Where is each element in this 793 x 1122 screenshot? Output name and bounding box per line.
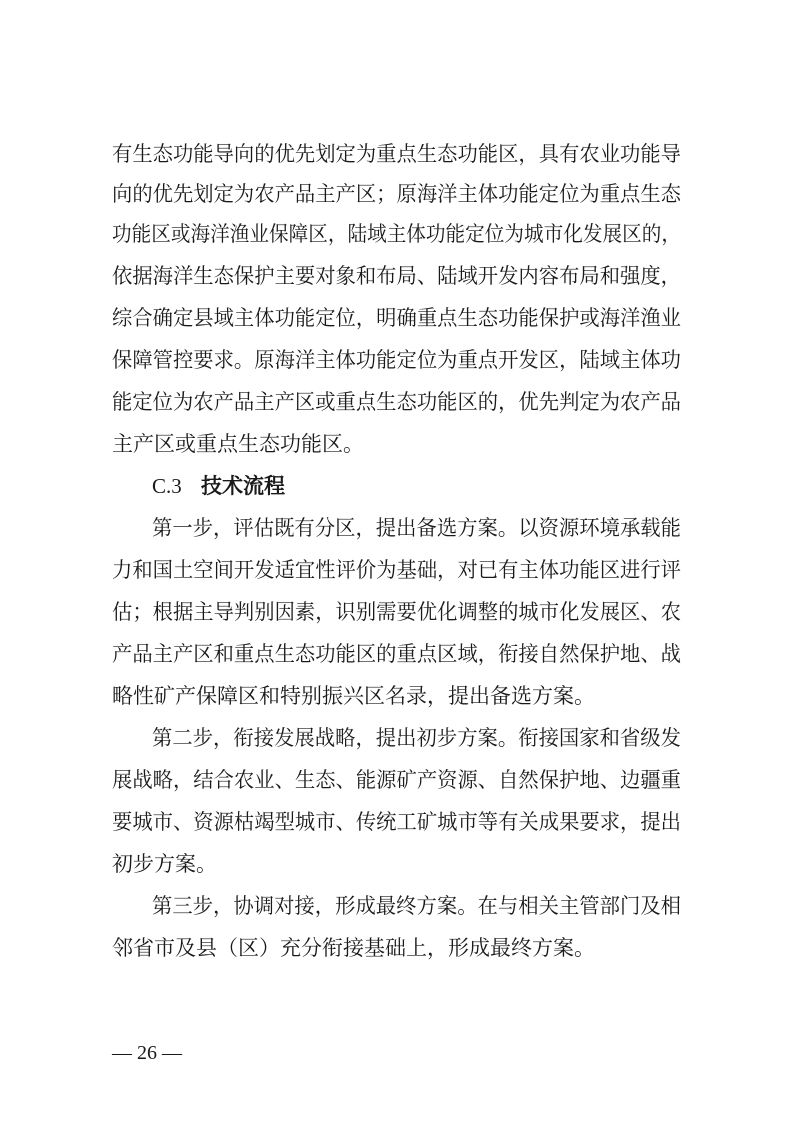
paragraph-line	[0, 510, 793, 546]
text-line: 向的优先划定为农产品主产区；原海洋主体功能定位为重点生态	[112, 182, 681, 206]
text-line: 第二步，衔接发展战略，提出初步方案。衔接国家和省级发	[152, 726, 681, 750]
paragraph-line	[0, 552, 793, 588]
text-line: 第一步，评估既有分区，提出备选方案。以资源环境承载能	[152, 516, 681, 540]
text-line: 依据海洋生态保护主要对象和布局、陆域开发内容布局和强度，	[112, 264, 681, 288]
paragraph-line	[0, 216, 793, 252]
paragraph-line	[0, 888, 793, 924]
text-line: 初步方案。	[112, 852, 217, 876]
text-line: 产品主产区和重点生态功能区的重点区域，衔接自然保护地、战	[112, 642, 681, 666]
paragraph-line	[0, 930, 793, 966]
paragraph-line	[0, 176, 793, 212]
paragraph-line	[0, 136, 793, 172]
paragraph-line	[0, 384, 793, 420]
paragraph-line	[0, 342, 793, 378]
section-number: C.3	[152, 474, 182, 498]
paragraph-line	[0, 636, 793, 672]
section-title: 技术流程	[201, 474, 285, 498]
paragraph-line	[0, 426, 793, 462]
paragraph-line	[0, 762, 793, 798]
text-line: 能定位为农产品主产区或重点生态功能区的，优先判定为农产品	[112, 390, 681, 414]
paragraph-line	[0, 258, 793, 294]
paragraph-line	[0, 678, 793, 714]
text-line: 估；根据主导判别因素，识别需要优化调整的城市化发展区、农	[112, 600, 681, 624]
text-line: 邻省市及县（区）充分衔接基础上，形成最终方案。	[112, 936, 595, 960]
text-line: 要城市、资源枯竭型城市、传统工矿城市等有关成果要求，提出	[112, 810, 681, 834]
paragraph-line	[0, 300, 793, 336]
text-line: 展战略，结合农业、生态、能源矿产资源、自然保护地、边疆重	[112, 768, 681, 792]
page-number: — 26 —	[112, 1042, 182, 1064]
text-line: 主产区或重点生态功能区。	[112, 432, 364, 456]
text-line: 综合确定县域主体功能定位，明确重点生态功能保护或海洋渔业	[112, 306, 681, 330]
section-heading	[0, 468, 793, 504]
paragraph-line	[0, 846, 793, 882]
text-line: 略性矿产保障区和特别振兴区名录，提出备选方案。	[112, 684, 595, 708]
paragraph-line	[0, 804, 793, 840]
text-line: 有生态功能导向的优先划定为重点生态功能区，具有农业功能导	[112, 142, 681, 166]
paragraph-line	[0, 594, 793, 630]
text-line: 力和国土空间开发适宜性评价为基础，对已有主体功能区进行评	[112, 558, 681, 582]
text-line: 功能区或海洋渔业保障区，陆域主体功能定位为城市化发展区的，	[112, 222, 681, 246]
text-line: 第三步，协调对接，形成最终方案。在与相关主管部门及相	[152, 894, 681, 918]
text-line: 保障管控要求。原海洋主体功能定位为重点开发区，陆域主体功	[112, 348, 681, 372]
paragraph-line	[0, 720, 793, 756]
